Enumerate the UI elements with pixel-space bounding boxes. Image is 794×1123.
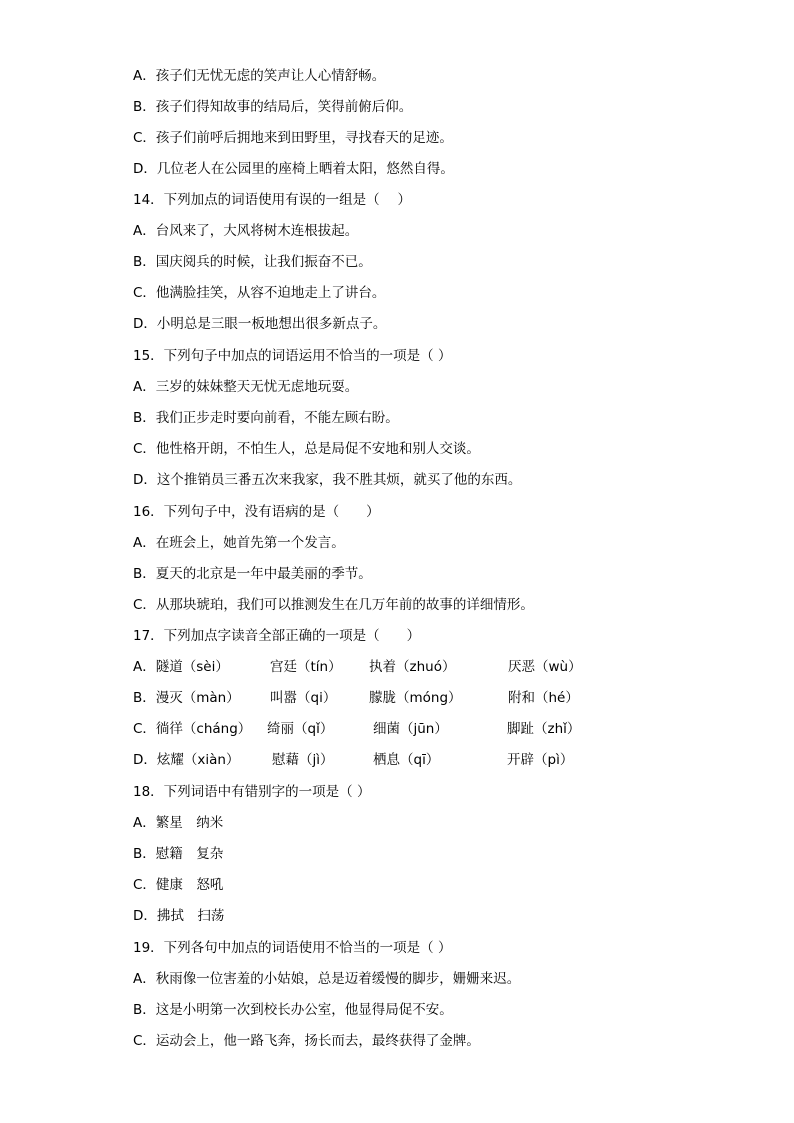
question-14-stem: 14．下列加点的词语使用有误的一组是（ ） bbox=[133, 192, 411, 208]
question-16-stem: 16．下列句子中，没有语病的是（ ） bbox=[133, 504, 380, 520]
q17-b-2: 叫嚣（qi） bbox=[270, 690, 337, 706]
option-a: A．孩子们无忧无虑的笑声让人心情舒畅。 bbox=[133, 68, 386, 84]
q17-b-1: B．漫灭（màn） bbox=[133, 690, 240, 706]
q19-option-b: B．这是小明第一次到校长办公室，他显得局促不安。 bbox=[133, 1002, 453, 1018]
option-c: C．孩子们前呼后拥地来到田野里，寻找春天的足迹。 bbox=[133, 130, 453, 146]
q17-row-a bbox=[133, 657, 593, 677]
q17-d-3: 栖息（qī） bbox=[373, 752, 440, 768]
q17-b-3: 朦胧（móng） bbox=[369, 690, 462, 706]
q17-c-3: 细菌（jūn） bbox=[373, 721, 448, 737]
q17-row-d bbox=[133, 750, 593, 770]
q18-option-b: B．慰籍 复杂 bbox=[133, 846, 224, 862]
q14-option-b: B．国庆阅兵的时候，让我们振奋不已。 bbox=[133, 254, 372, 270]
q17-a-1: A．隧道（sèi） bbox=[133, 659, 229, 675]
q17-c-2: 绮丽（qǐ） bbox=[267, 721, 334, 737]
q17-row-b bbox=[133, 688, 593, 708]
q14-option-a: A．台风来了，大风将树木连根拔起。 bbox=[133, 223, 359, 239]
q18-option-d: D．拂拭 扫荡 bbox=[133, 908, 225, 924]
question-19-stem: 19．下列各句中加点的词语使用不恰当的一项是（ ） bbox=[133, 940, 452, 956]
question-18-stem: 18．下列词语中有错别字的一项是（ ） bbox=[133, 784, 371, 800]
q15-option-d: D．这个推销员三番五次来我家，我不胜其烦，就买了他的东西。 bbox=[133, 472, 522, 488]
q16-option-a: A．在班会上，她首先第一个发言。 bbox=[133, 535, 345, 551]
q17-d-2: 慰藉（jì） bbox=[272, 752, 334, 768]
question-15-stem: 15．下列句子中加点的词语运用不恰当的一项是（ ） bbox=[133, 348, 452, 364]
q16-option-b: B．夏天的北京是一年中最美丽的季节。 bbox=[133, 566, 372, 582]
q15-option-a: A．三岁的妹妹整天无忧无虑地玩耍。 bbox=[133, 379, 359, 395]
q17-d-1: D．炫耀（xiàn） bbox=[133, 752, 240, 768]
q14-option-c: C．他满脸挂笑，从容不迫地走上了讲台。 bbox=[133, 285, 386, 301]
q15-option-b: B．我们正步走时要向前看，不能左顾右盼。 bbox=[133, 410, 399, 426]
q19-option-c: C．运动会上，他一路飞奔，扬长而去，最终获得了金牌。 bbox=[133, 1033, 480, 1049]
q15-option-c: C．他性格开朗，不怕生人，总是局促不安地和别人交谈。 bbox=[133, 441, 480, 457]
q17-c-1: C．徜徉（cháng） bbox=[133, 721, 252, 737]
option-d: D．几位老人在公园里的座椅上晒着太阳，悠然自得。 bbox=[133, 161, 454, 177]
q17-d-4: 开辟（pì） bbox=[507, 752, 574, 768]
question-17-stem: 17．下列加点字读音全部正确的一项是（ ） bbox=[133, 628, 421, 644]
q17-row-c bbox=[133, 719, 593, 739]
q19-option-a: A．秋雨像一位害羞的小姑娘，总是迈着缓慢的脚步，姗姗来迟。 bbox=[133, 971, 521, 987]
q18-option-a: A．繁星 纳米 bbox=[133, 815, 224, 831]
q16-option-c: C．从那块琥珀，我们可以推测发生在几万年前的故事的详细情形。 bbox=[133, 597, 534, 613]
q17-a-2: 宫廷（tín） bbox=[270, 659, 342, 675]
q17-a-4: 厌恶（wù） bbox=[508, 659, 582, 675]
q14-option-d: D．小明总是三眼一板地想出很多新点子。 bbox=[133, 316, 387, 332]
q18-option-c: C．健康 怒吼 bbox=[133, 877, 224, 893]
q17-c-4: 脚趾（zhǐ） bbox=[507, 721, 581, 737]
option-b: B．孩子们得知故事的结局后，笑得前俯后仰。 bbox=[133, 99, 413, 115]
q17-b-4: 附和（hé） bbox=[508, 690, 579, 706]
q17-a-3: 执着（zhuó） bbox=[369, 659, 456, 675]
